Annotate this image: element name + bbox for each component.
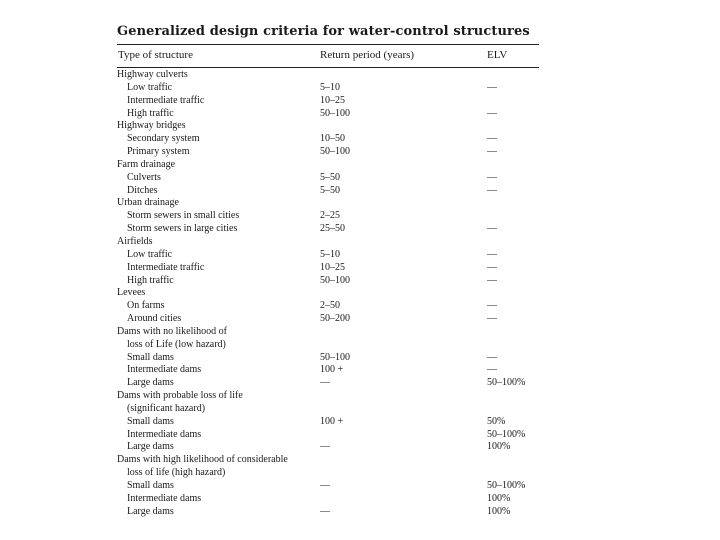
structure-type: Low traffic	[127, 248, 173, 260]
table-row	[117, 223, 557, 236]
return-period-cell: 50–100	[320, 107, 350, 119]
table-row	[117, 313, 557, 326]
structure-type: Storm sewers in small cities	[127, 210, 240, 222]
structure-type: Large dams	[127, 505, 174, 517]
return-period-cell: 50–200	[320, 313, 350, 325]
structure-type: Small dams	[127, 351, 174, 363]
table-row	[117, 377, 557, 390]
structure-category: Highway culverts	[117, 69, 188, 80]
structure-type: Primary system	[127, 146, 190, 158]
top-rule	[117, 44, 539, 45]
structure-type: Small dams	[127, 480, 174, 491]
table-row	[117, 506, 557, 519]
structure-category: Dams with probable loss of life	[117, 390, 243, 402]
elv-cell: —	[487, 81, 497, 93]
elv-cell: 50%	[487, 415, 506, 427]
table-row	[117, 390, 557, 403]
return-period-cell: 100 +	[320, 364, 344, 376]
table-row	[117, 480, 557, 493]
elv-cell: —	[487, 300, 497, 312]
return-period-cell: 5–10	[320, 248, 340, 260]
elv-cell: —	[487, 133, 497, 145]
table-title: Generalized design criteria for water-control structures	[117, 24, 530, 39]
return-period-cell: 10–50	[320, 133, 345, 145]
structure-type: Small dams	[127, 415, 174, 427]
elv-cell: —	[487, 313, 497, 325]
table-row	[117, 339, 557, 352]
structure-type: High traffic	[127, 107, 174, 119]
table-row	[117, 95, 557, 108]
table-row	[117, 236, 557, 249]
structure-type: High traffic	[127, 274, 174, 286]
structure-type: Storm sewers in large cities	[127, 223, 238, 235]
return-period-cell: 100 +	[320, 415, 344, 427]
structure-type: Culverts	[127, 171, 161, 183]
column-header-elv: ELV	[487, 49, 508, 61]
return-period-cell: 25–50	[320, 223, 345, 235]
table-row	[117, 108, 557, 121]
table-row	[117, 300, 557, 313]
return-period-cell: —	[320, 480, 330, 491]
table-row	[117, 262, 557, 275]
table-body	[117, 69, 557, 519]
structure-type: Large dams	[127, 441, 174, 453]
column-header-type: Type of structure	[118, 49, 193, 61]
structure-type: Intermediate dams	[127, 364, 202, 376]
elv-cell: —	[487, 171, 497, 183]
structure-type: Intermediate traffic	[127, 261, 205, 273]
structure-category: Dams with high likelihood of considerable	[117, 454, 288, 466]
return-period-cell: —	[320, 377, 330, 389]
elv-cell: —	[487, 274, 497, 286]
structure-category: Highway bridges	[117, 120, 186, 132]
header-rule	[117, 67, 539, 68]
return-period-cell: —	[320, 441, 330, 453]
table-row	[117, 133, 557, 146]
structure-type: Around cities	[127, 313, 182, 325]
table-row	[117, 493, 557, 506]
elv-cell: —	[487, 107, 497, 119]
table-row	[117, 159, 557, 172]
table-row	[117, 82, 557, 95]
table-row	[117, 403, 557, 416]
structure-type: loss of life (high hazard)	[127, 467, 226, 479]
table-row	[117, 364, 557, 377]
structure-type: Low traffic	[127, 81, 173, 93]
elv-cell: 100%	[487, 505, 511, 517]
structure-type: Intermediate dams	[127, 428, 202, 440]
elv-cell: —	[487, 351, 497, 363]
elv-cell: 50–100%	[487, 377, 526, 389]
return-period-cell: 10–25	[320, 261, 345, 273]
table-row	[117, 467, 557, 480]
structure-type: Secondary system	[127, 133, 200, 145]
elv-cell: 50–100%	[487, 428, 526, 440]
structure-type: Large dams	[127, 377, 174, 389]
return-period-cell: 50–100	[320, 146, 350, 158]
elv-cell: —	[487, 146, 497, 158]
structure-type: Intermediate traffic	[127, 94, 205, 106]
structure-type: Intermediate dams	[127, 492, 202, 504]
return-period-cell: —	[320, 505, 330, 517]
structure-category: Dams with no likelihood of	[117, 325, 227, 337]
return-period-cell: 50–100	[320, 351, 350, 363]
return-period-cell: 2–25	[320, 210, 340, 222]
return-period-cell: 5–10	[320, 81, 340, 93]
elv-cell: —	[487, 248, 497, 260]
table-row	[117, 120, 557, 133]
table-row	[117, 275, 557, 288]
table-row	[117, 172, 557, 185]
table-row	[117, 69, 557, 82]
table-row	[117, 416, 557, 429]
elv-cell: —	[487, 364, 497, 376]
table-row	[117, 287, 557, 300]
structure-type: loss of Life (low hazard)	[127, 338, 226, 350]
structure-category: Airfields	[117, 235, 153, 247]
table-row	[117, 197, 557, 210]
table-row	[117, 210, 557, 223]
table-row	[117, 441, 557, 454]
table-row	[117, 146, 557, 159]
table-row	[117, 352, 557, 365]
table-row	[117, 454, 557, 467]
table-row	[117, 185, 557, 198]
elv-cell: 100%	[487, 492, 511, 504]
structure-category: Farm drainage	[117, 158, 176, 170]
structure-type: On farms	[127, 300, 165, 312]
table-row	[117, 326, 557, 339]
return-period-cell: 5–50	[320, 171, 340, 183]
table-row	[117, 429, 557, 442]
return-period-cell: 2–50	[320, 300, 340, 312]
elv-cell: 50–100%	[487, 480, 526, 491]
structure-type: (significant hazard)	[127, 402, 206, 414]
structure-category: Urban drainage	[117, 197, 179, 209]
elv-cell: —	[487, 184, 497, 196]
structure-type: Ditches	[127, 184, 158, 196]
structure-category: Levees	[117, 287, 146, 299]
return-period-cell: 5–50	[320, 184, 340, 196]
return-period-cell: 10–25	[320, 94, 345, 106]
table-row	[117, 249, 557, 262]
elv-cell: 100%	[487, 441, 511, 453]
elv-cell: —	[487, 223, 497, 235]
return-period-cell: 50–100	[320, 274, 350, 286]
elv-cell: —	[487, 261, 497, 273]
column-header-return-period: Return period (years)	[320, 49, 415, 61]
